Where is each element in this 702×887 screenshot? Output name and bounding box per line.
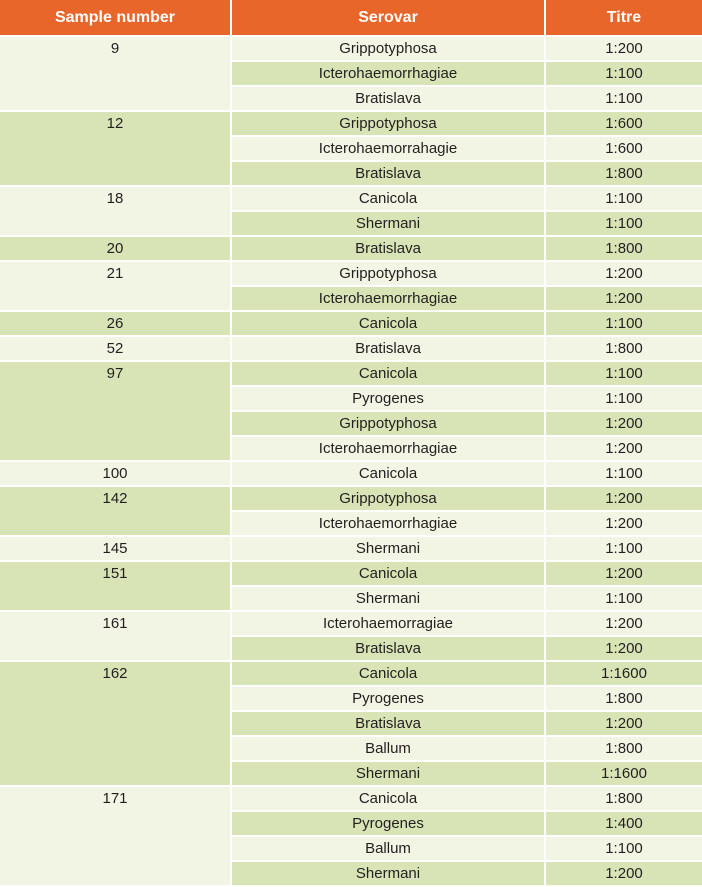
serovar-cell: Canicola	[231, 461, 545, 486]
serovar-cell: Shermani	[231, 586, 545, 611]
table-row	[0, 786, 702, 811]
titre-cell: 1:800	[545, 336, 702, 361]
serovar-cell: Icterohaemorrhagiae	[231, 286, 545, 311]
serovar-cell: Shermani	[231, 211, 545, 236]
titre-cell: 1:100	[545, 461, 702, 486]
sample-number-cell: 20	[0, 236, 231, 261]
sample-number-cell: 145	[0, 536, 231, 561]
sample-number-cell: 142	[0, 486, 231, 536]
titre-cell: 1:100	[545, 386, 702, 411]
titre-cell: 1:200	[545, 486, 702, 511]
titre-cell: 1:800	[545, 786, 702, 811]
serovar-cell: Pyrogenes	[231, 811, 545, 836]
table-row	[0, 486, 702, 511]
titre-cell: 1:100	[545, 86, 702, 111]
titre-cell: 1:200	[545, 561, 702, 586]
serovar-cell: Canicola	[231, 186, 545, 211]
serovar-cell: Shermani	[231, 536, 545, 561]
sample-number-cell: 161	[0, 611, 231, 661]
table-row	[0, 361, 702, 386]
titre-cell: 1:800	[545, 686, 702, 711]
titre-cell: 1:200	[545, 511, 702, 536]
sample-number-cell: 18	[0, 186, 231, 236]
serovar-cell: Bratislava	[231, 711, 545, 736]
header-sample-number: Sample number	[0, 0, 231, 36]
table-row	[0, 236, 702, 261]
titre-cell: 1:100	[545, 836, 702, 861]
serovar-cell: Canicola	[231, 311, 545, 336]
sample-number-cell: 100	[0, 461, 231, 486]
titre-cell: 1:600	[545, 111, 702, 136]
serovar-cell: Grippotyphosa	[231, 486, 545, 511]
table-row	[0, 186, 702, 211]
table-body	[0, 36, 702, 886]
titre-cell: 1:200	[545, 411, 702, 436]
serovar-cell: Pyrogenes	[231, 386, 545, 411]
table-row	[0, 311, 702, 336]
sample-number-cell: 171	[0, 786, 231, 886]
serovar-cell: Grippotyphosa	[231, 411, 545, 436]
serovar-cell: Bratislava	[231, 336, 545, 361]
serovar-cell: Grippotyphosa	[231, 261, 545, 286]
serovar-cell: Ballum	[231, 736, 545, 761]
serovar-cell: Bratislava	[231, 236, 545, 261]
titre-cell: 1:800	[545, 236, 702, 261]
table-row	[0, 36, 702, 61]
table-row	[0, 261, 702, 286]
titre-cell: 1:100	[545, 186, 702, 211]
table-row	[0, 111, 702, 136]
sample-number-cell: 151	[0, 561, 231, 611]
serovar-cell: Grippotyphosa	[231, 111, 545, 136]
serovar-cell: Canicola	[231, 661, 545, 686]
titre-cell: 1:100	[545, 311, 702, 336]
serovar-cell: Canicola	[231, 361, 545, 386]
sample-number-cell: 52	[0, 336, 231, 361]
table-row	[0, 336, 702, 361]
serovar-cell: Ballum	[231, 836, 545, 861]
header-serovar: Serovar	[231, 0, 545, 36]
titre-cell: 1:100	[545, 586, 702, 611]
titre-cell: 1:800	[545, 736, 702, 761]
serovar-cell: Icterohaemorrhagiae	[231, 436, 545, 461]
titre-cell: 1:200	[545, 636, 702, 661]
titre-cell: 1:200	[545, 286, 702, 311]
titre-cell: 1:200	[545, 711, 702, 736]
sample-number-cell: 97	[0, 361, 231, 461]
serovar-cell: Shermani	[231, 761, 545, 786]
titre-cell: 1:100	[545, 211, 702, 236]
sample-number-cell: 21	[0, 261, 231, 311]
table-row	[0, 611, 702, 636]
titre-cell: 1:600	[545, 136, 702, 161]
titre-cell: 1:200	[545, 36, 702, 61]
sample-number-cell: 162	[0, 661, 231, 786]
table-row	[0, 661, 702, 686]
titre-cell: 1:800	[545, 161, 702, 186]
sample-number-cell: 26	[0, 311, 231, 336]
serovar-cell: Icterohaemorragiae	[231, 611, 545, 636]
serovar-cell: Pyrogenes	[231, 686, 545, 711]
titre-cell: 1:100	[545, 536, 702, 561]
serovar-cell: Shermani	[231, 861, 545, 886]
serovar-cell: Bratislava	[231, 86, 545, 111]
titre-cell: 1:400	[545, 811, 702, 836]
titre-cell: 1:1600	[545, 661, 702, 686]
titre-cell: 1:200	[545, 861, 702, 886]
serovar-cell: Canicola	[231, 561, 545, 586]
serovar-cell: Icterohaemorrhagiae	[231, 511, 545, 536]
table-row	[0, 461, 702, 486]
titre-cell: 1:200	[545, 436, 702, 461]
titre-cell: 1:200	[545, 611, 702, 636]
sample-number-cell: 9	[0, 36, 231, 111]
serovar-cell: Bratislava	[231, 161, 545, 186]
titre-cell: 1:100	[545, 61, 702, 86]
titre-cell: 1:200	[545, 261, 702, 286]
serovar-cell: Icterohaemorrahagie	[231, 136, 545, 161]
table-row	[0, 536, 702, 561]
serovar-cell: Grippotyphosa	[231, 36, 545, 61]
serovar-cell: Icterohaemorrhagiae	[231, 61, 545, 86]
table-row	[0, 561, 702, 586]
sample-number-cell: 12	[0, 111, 231, 186]
serovar-cell: Bratislava	[231, 636, 545, 661]
header-titre: Titre	[545, 0, 702, 36]
titre-cell: 1:1600	[545, 761, 702, 786]
serovar-cell: Canicola	[231, 786, 545, 811]
titre-cell: 1:100	[545, 361, 702, 386]
header-row	[0, 0, 702, 36]
